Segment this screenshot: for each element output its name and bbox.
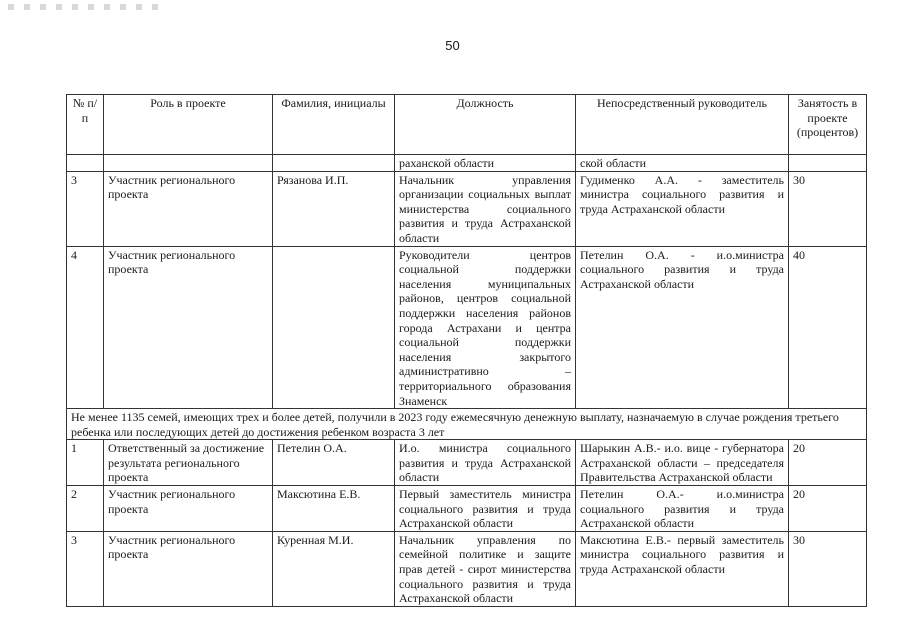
- section-title: Не менее 1135 семей, имеющих трех и более детей, получили в 2023 году ежемесячную денежную выплату, назначаемую в случае рождения третьего ребенка или последующих детей до достижения ребенком возраста 3 лет: [67, 409, 867, 440]
- row-name: [273, 246, 395, 409]
- row-number: 4: [67, 246, 104, 409]
- row-manager: Петелин О.А. - и.о.министра социального развития и труда Астраханской области: [576, 246, 789, 409]
- row-manager: Шарыкин А.В.- и.о. вице - губернатора Астраханской области – председателя Правительства Астраханской области: [576, 440, 789, 486]
- row-number: 2: [67, 486, 104, 532]
- section-title-row: [67, 409, 867, 440]
- row-load: 40: [789, 246, 867, 409]
- table-header-row: [67, 95, 867, 155]
- page-number: 50: [445, 38, 460, 53]
- header-position: Должность: [395, 95, 576, 155]
- row-manager: Петелин О.А.- и.о.министра социального развития и труда Астраханской области: [576, 486, 789, 532]
- row-name: Максютина Е.В.: [273, 486, 395, 532]
- row-position: Начальник управления по семейной политике и защите прав детей - сирот министерства социального развития и труда Астраханской области: [395, 531, 576, 606]
- header-manager: Непосредственный руководитель: [576, 95, 789, 155]
- row-position: И.о. министра социального развития и труда Астраханской области: [395, 440, 576, 486]
- row-manager: Гудименко А.А. - заместитель министра социального развития и труда Астраханской области: [576, 171, 789, 246]
- row-load: 30: [789, 531, 867, 606]
- row-load: 20: [789, 486, 867, 532]
- row-manager: Максютина Е.В.- первый заместитель министра социального развития и труда Астраханской области: [576, 531, 789, 606]
- continuation-manager: ской области: [576, 155, 789, 172]
- row-number: 3: [67, 171, 104, 246]
- row-position: Первый заместитель министра социального развития и труда Астраханской области: [395, 486, 576, 532]
- table-row: [67, 171, 867, 246]
- continuation-position: раханской области: [395, 155, 576, 172]
- row-load: 30: [789, 171, 867, 246]
- row-position: Руководители центров социальной поддержки населения муниципальных районов, центров социальной поддержки населения районов города Астрахани и центра социальной поддержки населения закрытого административно – территориального образования Знаменск: [395, 246, 576, 409]
- row-role: Участник регионального проекта: [104, 246, 273, 409]
- row-name: Рязанова И.П.: [273, 171, 395, 246]
- scan-artifact: [8, 4, 168, 10]
- row-role: Участник регионального проекта: [104, 486, 273, 532]
- header-name: Фамилия, инициалы: [273, 95, 395, 155]
- row-position: Начальник управления организации социальных выплат министерства социального развития и труда Астраханской области: [395, 171, 576, 246]
- header-number: № п/п: [67, 95, 104, 155]
- table-row: [67, 440, 867, 486]
- row-name: Куренная М.И.: [273, 531, 395, 606]
- continuation-row: [67, 155, 867, 172]
- row-role: Ответственный за достижение результата регионального проекта: [104, 440, 273, 486]
- table-row: [67, 246, 867, 409]
- header-load: Занятость в проекте (процентов): [789, 95, 867, 155]
- table-row: [67, 486, 867, 532]
- row-role: Участник регионального проекта: [104, 531, 273, 606]
- row-load: 20: [789, 440, 867, 486]
- project-team-table: [66, 94, 867, 607]
- table-row: [67, 531, 867, 606]
- header-role: Роль в проекте: [104, 95, 273, 155]
- row-role: Участник регионального проекта: [104, 171, 273, 246]
- row-number: 1: [67, 440, 104, 486]
- row-name: Петелин О.А.: [273, 440, 395, 486]
- row-number: 3: [67, 531, 104, 606]
